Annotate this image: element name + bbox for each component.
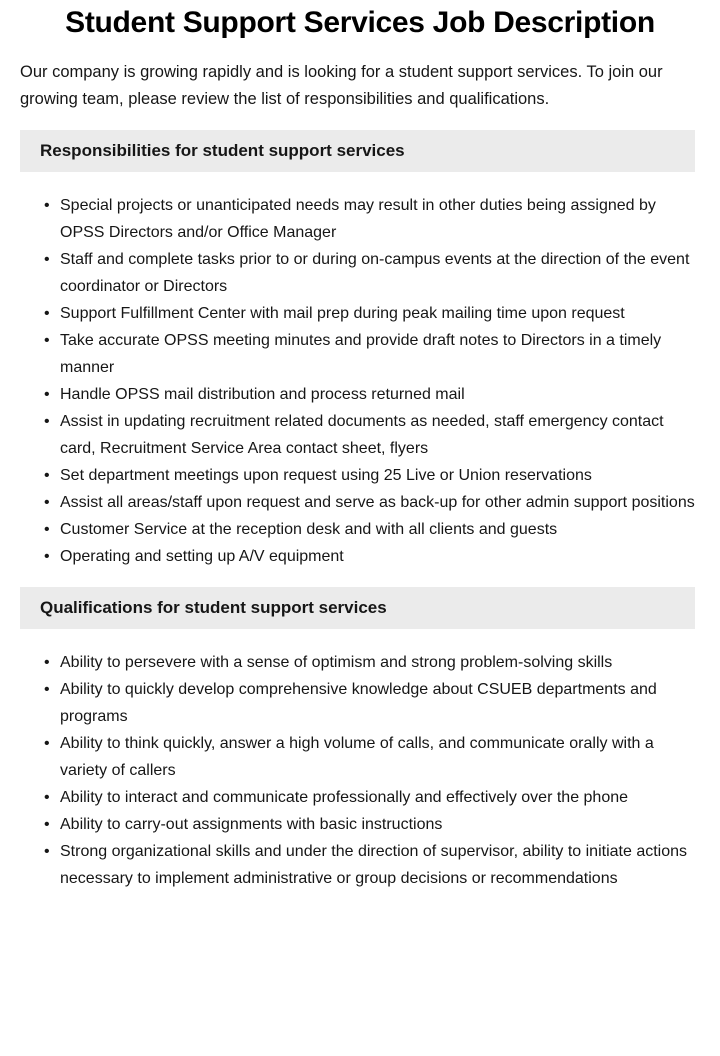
list-item: • Ability to carry-out assignments with basic instructions	[43, 811, 695, 838]
list-item: • Assist all areas/staff upon request and serve as back-up for other admin support positions	[43, 489, 695, 516]
list-item: • Customer Service at the reception desk and with all clients and guests	[43, 516, 695, 543]
list-item: • Take accurate OPSS meeting minutes and provide draft notes to Directors in a timely manner	[43, 327, 695, 381]
list-item: • Support Fulfillment Center with mail prep during peak mailing time upon request	[43, 300, 695, 327]
responsibilities-list	[43, 192, 695, 570]
list-item: • Assist in updating recruitment related documents as needed, staff emergency contact card, Recruitment Service Area contact sheet, flyers	[43, 408, 695, 462]
list-item: • Handle OPSS mail distribution and process returned mail	[43, 381, 695, 408]
list-item: • Ability to persevere with a sense of optimism and strong problem-solving skills	[43, 649, 695, 676]
list-item: • Ability to interact and communicate professionally and effectively over the phone	[43, 784, 695, 811]
section-header-qualifications	[20, 587, 695, 629]
list-item: • Ability to quickly develop comprehensive knowledge about CSUEB departments and programs	[43, 676, 695, 730]
section-header-responsibilities	[20, 130, 695, 172]
list-item: • Staff and complete tasks prior to or during on-campus events at the direction of the event coordinator or Directors	[43, 246, 695, 300]
section-header-label: Qualifications for student support services	[40, 598, 387, 617]
page-title: Student Support Services Job Description	[65, 6, 655, 39]
list-item: • Operating and setting up A/V equipment	[43, 543, 695, 570]
list-item: • Set department meetings upon request using 25 Live or Union reservations	[43, 462, 695, 489]
section-header-label: Responsibilities for student support services	[40, 141, 405, 160]
list-item: • Strong organizational skills and under the direction of supervisor, ability to initiate actions necessary to implement administrative or group decisions or recommendations	[43, 838, 695, 892]
qualifications-list	[43, 649, 695, 892]
list-item: • Special projects or unanticipated needs may result in other duties being assigned by OPSS Directors and/or Office Manager	[43, 192, 695, 246]
intro-text: Our company is growing rapidly and is looking for a student support services. To join our growing team, please review the list of responsibilities and qualifications.	[20, 63, 663, 108]
list-item: • Ability to think quickly, answer a high volume of calls, and communicate orally with a variety of callers	[43, 730, 695, 784]
